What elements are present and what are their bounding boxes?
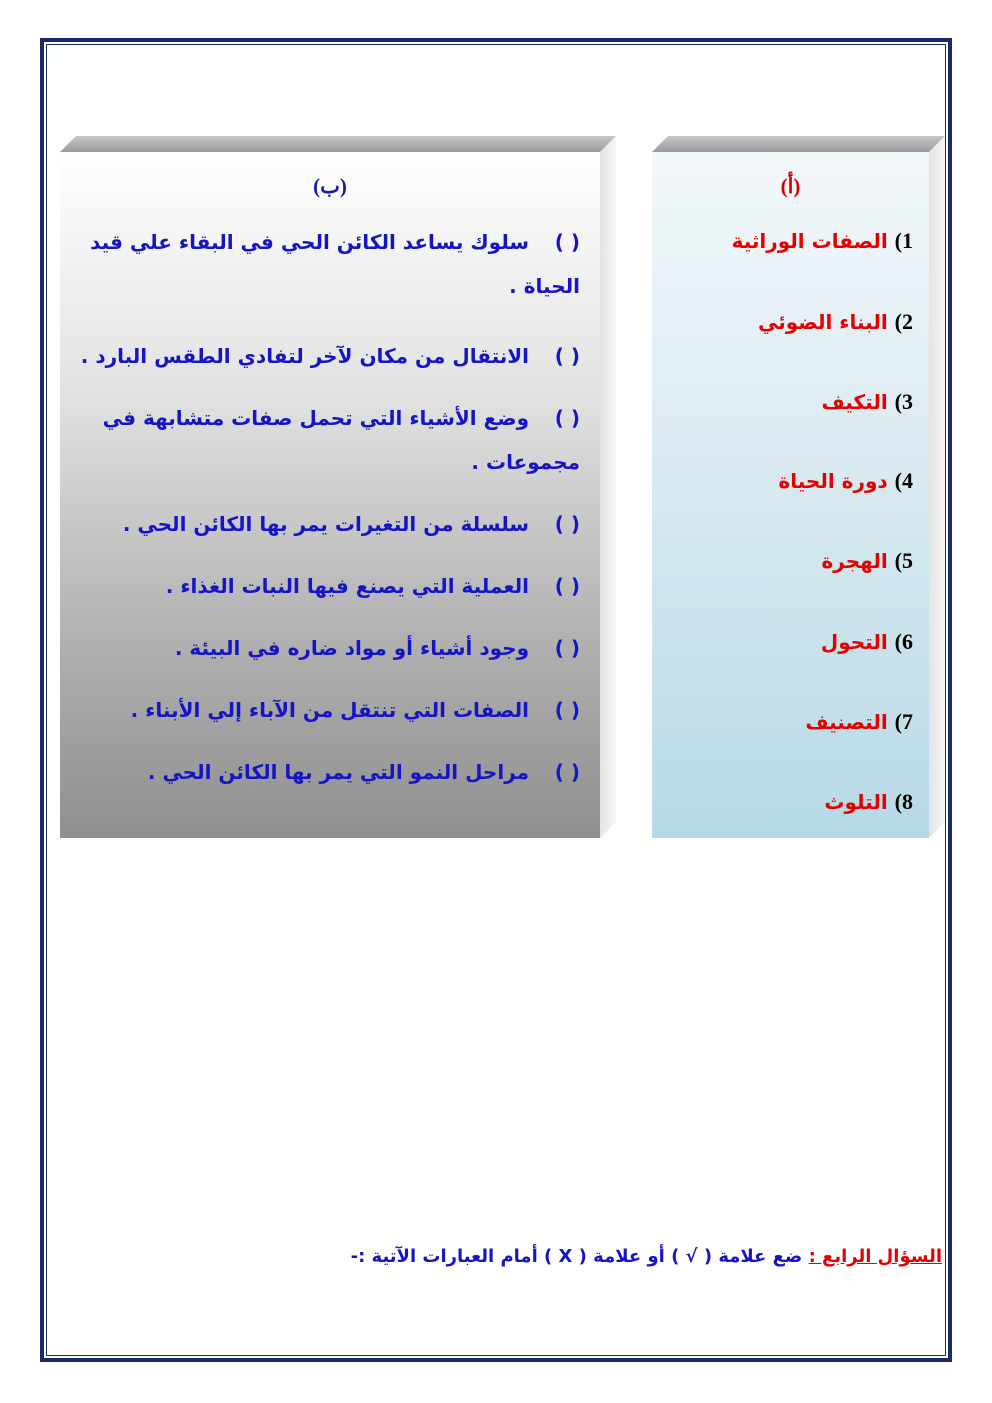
column-a-face bbox=[652, 152, 929, 838]
a-item-number: 2) bbox=[894, 309, 913, 334]
a-item-text: الهجرة bbox=[821, 549, 888, 573]
a-item-6 bbox=[821, 629, 913, 655]
a-item-number: 4) bbox=[894, 468, 913, 493]
a-item-1 bbox=[732, 228, 913, 254]
a-item-7 bbox=[805, 709, 913, 735]
b-item-text: وجود أشياء أو مواد ضاره في البيئة . bbox=[174, 636, 530, 660]
a-item-8 bbox=[824, 789, 913, 815]
b-item-text: الانتقال من مكان لآخر لتفادي الطقس البارد . bbox=[80, 344, 530, 368]
answer-blank[interactable]: ( ) bbox=[554, 636, 580, 660]
a-item-text: التكيف bbox=[821, 390, 888, 414]
b-item-4 bbox=[70, 502, 580, 546]
b-item-text: مراحل النمو التي يمر بها الكائن الحي . bbox=[147, 760, 530, 784]
a-item-5 bbox=[821, 548, 913, 574]
b-item-text: الصفات التي تنتقل من الآباء إلي الأبناء . bbox=[130, 698, 530, 722]
column-b-face bbox=[60, 152, 600, 838]
a-item-text: التحول bbox=[820, 630, 888, 654]
answer-blank[interactable]: ( ) bbox=[554, 574, 580, 598]
a-item-3 bbox=[822, 389, 913, 415]
a-item-number: 6) bbox=[894, 629, 913, 654]
answer-blank[interactable]: ( ) bbox=[554, 760, 580, 784]
b-item-6 bbox=[70, 626, 580, 670]
answer-blank[interactable]: ( ) bbox=[554, 344, 580, 368]
answer-blank[interactable]: ( ) bbox=[554, 230, 580, 254]
answer-blank[interactable]: ( ) bbox=[554, 406, 580, 430]
b-item-text: سلسلة من التغيرات يمر بها الكائن الحي . bbox=[122, 512, 530, 536]
a-item-2 bbox=[758, 309, 913, 335]
question-4 bbox=[351, 1246, 942, 1267]
a-item-text: الصفات الوراثية bbox=[731, 229, 888, 253]
column-a-box bbox=[652, 136, 945, 838]
question-4-label: السؤال الرابع : bbox=[808, 1246, 942, 1267]
b-item-text: وضع الأشياء التي تحمل صفات متشابهة في مجموعات . bbox=[102, 406, 580, 474]
b-item-1 bbox=[70, 220, 580, 308]
a-item-number: 1) bbox=[894, 228, 913, 253]
b-item-2 bbox=[70, 334, 580, 378]
a-item-number: 7) bbox=[894, 709, 913, 734]
a-item-text: التلوث bbox=[824, 790, 888, 814]
column-b-title: (ب) bbox=[313, 174, 347, 198]
answer-blank[interactable]: ( ) bbox=[554, 512, 580, 536]
b-item-5 bbox=[70, 564, 580, 608]
question-4-text: ضع علامة ( √ ) أو علامة ( X ) أمام العبارات الآتية :- bbox=[350, 1246, 803, 1267]
a-item-text: دورة الحياة bbox=[778, 469, 888, 493]
answer-blank[interactable]: ( ) bbox=[554, 698, 580, 722]
a-item-text: التصنيف bbox=[805, 710, 888, 734]
b-item-text: العملية التي يصنع فيها النبات الغذاء . bbox=[165, 574, 530, 598]
b-item-8 bbox=[70, 750, 580, 794]
a-item-number: 8) bbox=[894, 789, 913, 814]
b-item-text: سلوك يساعد الكائن الحي في البقاء علي قيد الحياة . bbox=[90, 230, 580, 298]
a-item-4 bbox=[778, 468, 913, 494]
b-item-3 bbox=[70, 396, 580, 484]
column-a-title: (أ) bbox=[780, 174, 801, 198]
b-item-7 bbox=[70, 688, 580, 732]
a-item-number: 3) bbox=[894, 389, 913, 414]
column-b-box bbox=[60, 136, 616, 838]
a-item-number: 5) bbox=[894, 548, 913, 573]
a-item-text: البناء الضوئي bbox=[757, 310, 888, 334]
